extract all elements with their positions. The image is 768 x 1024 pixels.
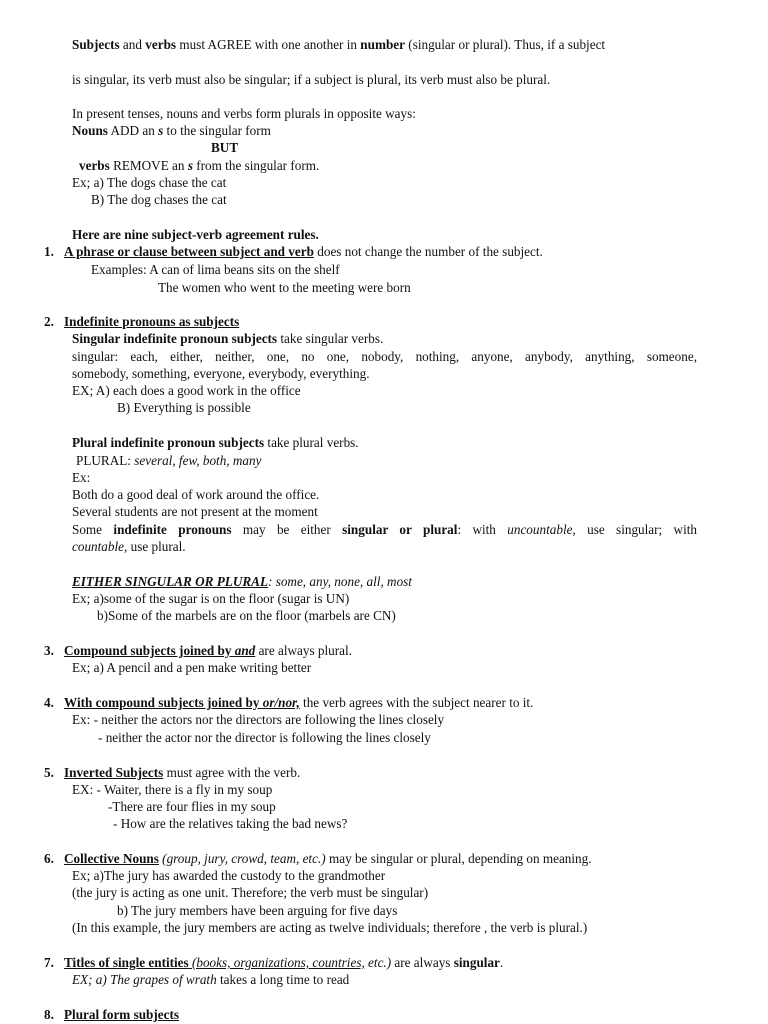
text: may be singular or plural, depending on meaning. xyxy=(325,851,592,866)
rule-4-title: With compound subjects joined by xyxy=(64,695,263,710)
text: , use singular; with xyxy=(572,522,698,537)
text: ADD an xyxy=(107,123,159,138)
text: must agree with the verb. xyxy=(163,765,301,780)
rule-number xyxy=(44,850,54,867)
rule-6-number: 6. xyxy=(44,851,54,866)
rule-3-example: Ex; a) A pencil and a pen make writing better xyxy=(72,660,312,675)
rule-5-number: 5. xyxy=(44,765,54,780)
term-or-nor: or/nor, xyxy=(262,695,300,710)
intro-line-2: is singular, its verb must also be singular; if a subject is plural, its verb must also be plural. xyxy=(72,72,551,87)
rule-6-title-line xyxy=(64,850,592,867)
verbs-rule-line xyxy=(79,157,319,174)
rule-2-example-c: Both do a good deal of work around the office. xyxy=(72,487,320,502)
text: take singular verbs. xyxy=(277,331,384,346)
text: , use plural. xyxy=(124,539,186,554)
collective-nouns-list: (group, jury, crowd, team, etc.) xyxy=(158,851,326,866)
example-b: B) The dog chases the cat xyxy=(91,192,227,207)
term-singular: singular xyxy=(453,955,500,970)
rule-number xyxy=(44,243,54,260)
rules-heading-text: Here are nine subject-verb agreement rules. xyxy=(72,227,319,242)
text: from the singular form. xyxy=(192,158,320,173)
text: and xyxy=(119,37,146,52)
rule-number xyxy=(44,954,54,971)
rule-1-number: 1. xyxy=(44,244,54,259)
text: does not change the number of the subject. xyxy=(313,244,543,259)
but-text: BUT xyxy=(211,140,239,155)
plural-pronoun-line xyxy=(72,434,359,451)
text: (singular or plural). Thus, if a subject xyxy=(405,37,606,52)
text: REMOVE an xyxy=(109,158,188,173)
rule-1-title-line xyxy=(64,243,543,260)
entities-list: (books, organizations, countries, xyxy=(188,955,365,970)
text: take plural verbs. xyxy=(264,435,359,450)
term-and: and xyxy=(234,643,256,658)
rule-number xyxy=(44,313,54,330)
rule-3-title-line xyxy=(64,642,352,659)
rule-number xyxy=(44,694,54,711)
rule-6-example-2: (the jury is acting as one unit. Therefore; the verb must be singular) xyxy=(72,885,429,900)
text: are always xyxy=(391,955,454,970)
rule-5-example-3: - How are the relatives taking the bad news? xyxy=(113,816,348,831)
rule-1-example-1: Examples: A can of lima beans sits on the shelf xyxy=(91,262,340,277)
rule-4-example-1: Ex: - neither the actors nor the directors are following the lines closely xyxy=(72,712,445,727)
text: the verb agrees with the subject nearer to it. xyxy=(299,695,534,710)
term-singular-or-plural: singular or plural xyxy=(342,522,458,537)
example-a: Ex; a) The dogs chase the cat xyxy=(72,175,227,190)
term-nouns: Nouns xyxy=(72,123,108,138)
rule-2-example-a: EX; A) each does a good work in the office xyxy=(72,383,301,398)
singular-list-line-1: singular: each, either, neither, one, no one, nobody, nothing, anyone, anybody, anything, someone, xyxy=(72,349,697,364)
rule-2-example-e: Ex; a)some of the sugar is on the floor (sugar is UN) xyxy=(72,591,350,606)
rule-2-title-line xyxy=(64,313,239,330)
some-pronouns-line-2 xyxy=(72,538,186,555)
term-uncountable: uncountable xyxy=(507,522,573,537)
rule-5-example-2: -There are four flies in my soup xyxy=(108,799,276,814)
text: to the singular form xyxy=(163,123,271,138)
rule-5-title-line xyxy=(64,764,300,781)
rule-2-title: Indefinite pronouns as subjects xyxy=(64,314,240,329)
rule-number xyxy=(44,1006,54,1023)
text: takes a long time to read xyxy=(216,972,350,987)
singular-pronoun-line xyxy=(72,330,383,347)
ex-label: Ex: xyxy=(72,470,91,485)
term-number: number xyxy=(360,37,405,52)
letter-s: s xyxy=(187,158,193,173)
but-label xyxy=(211,139,238,156)
rule-8-number: 8. xyxy=(44,1007,54,1022)
rule-6-example-1: Ex; a)The jury has awarded the custody to the grandmother xyxy=(72,868,386,883)
rule-2-number: 2. xyxy=(44,314,54,329)
term-indefinite-pronouns: indefinite pronouns xyxy=(113,522,232,537)
text: are always plural. xyxy=(255,643,352,658)
some-pronouns-line xyxy=(72,521,697,538)
rule-7-example xyxy=(72,971,349,988)
rule-3-title: Compound subjects joined by xyxy=(64,643,235,658)
either-title: EITHER SINGULAR OR PLURAL xyxy=(72,574,269,589)
text: must AGREE with one another in xyxy=(176,37,361,52)
rule-5-example-1: EX: - Waiter, there is a fly in my soup xyxy=(72,782,273,797)
rule-7-number: 7. xyxy=(44,955,54,970)
term-subjects: Subjects xyxy=(72,37,120,52)
term-verbs: verbs xyxy=(79,158,110,173)
rule-6-example-4: (In this example, the jury members are acting as twelve individuals; therefore , the verb is plural.) xyxy=(72,920,588,935)
rule-6-example-3: b) The jury members have been arguing for five days xyxy=(117,903,398,918)
either-list: : some, any, none, all, most xyxy=(268,574,412,589)
nouns-rule-line xyxy=(72,122,271,139)
rule-6-title: Collective Nouns xyxy=(64,851,159,866)
plural-list-line xyxy=(76,452,261,469)
entities-etc: etc.) xyxy=(364,955,392,970)
rule-1-title: A phrase or clause between subject and verb xyxy=(64,244,314,259)
rule-8-title: Plural form subjects xyxy=(64,1007,180,1022)
rule-4-number: 4. xyxy=(44,695,54,710)
rule-2-example-d: Several students are not present at the moment xyxy=(72,504,318,519)
intro-line-1 xyxy=(72,36,605,53)
either-line xyxy=(72,573,412,590)
rule-7-example-italic: EX; a) The grapes of wrath xyxy=(72,972,217,987)
rule-number xyxy=(44,764,54,781)
plural-list: several, few, both, many xyxy=(134,453,262,468)
rule-4-title-line xyxy=(64,694,533,711)
rule-7-title: Titles of single entities xyxy=(64,955,189,970)
rule-7-title-line xyxy=(64,954,503,971)
rule-number xyxy=(44,642,54,659)
text: . xyxy=(499,955,504,970)
rule-2-example-f: b)Some of the marbels are on the floor (marbels are CN) xyxy=(97,608,396,623)
text: Some xyxy=(72,522,114,537)
term-countable: countable xyxy=(72,539,125,554)
rule-8-title-line xyxy=(64,1006,179,1023)
letter-s: s xyxy=(158,123,164,138)
term-verbs: verbs xyxy=(145,37,177,52)
text: : with xyxy=(457,522,508,537)
rule-3-number: 3. xyxy=(44,643,54,658)
plural-label: PLURAL: xyxy=(76,453,135,468)
term-plural-pronouns: Plural indefinite pronoun subjects xyxy=(72,435,265,450)
rule-4-example-2: - neither the actor nor the director is following the lines closely xyxy=(98,730,431,745)
text: may be either xyxy=(231,522,343,537)
rule-2-example-b: B) Everything is possible xyxy=(117,400,251,415)
rule-5-title: Inverted Subjects xyxy=(64,765,164,780)
rule-1-example-2: The women who went to the meeting were born xyxy=(158,280,411,295)
term-singular-pronouns: Singular indefinite pronoun subjects xyxy=(72,331,278,346)
singular-list-line-2: somebody, something, everyone, everybody, everything. xyxy=(72,366,370,381)
rules-heading xyxy=(72,226,319,243)
intro-line-3: In present tenses, nouns and verbs form plurals in opposite ways: xyxy=(72,106,416,121)
